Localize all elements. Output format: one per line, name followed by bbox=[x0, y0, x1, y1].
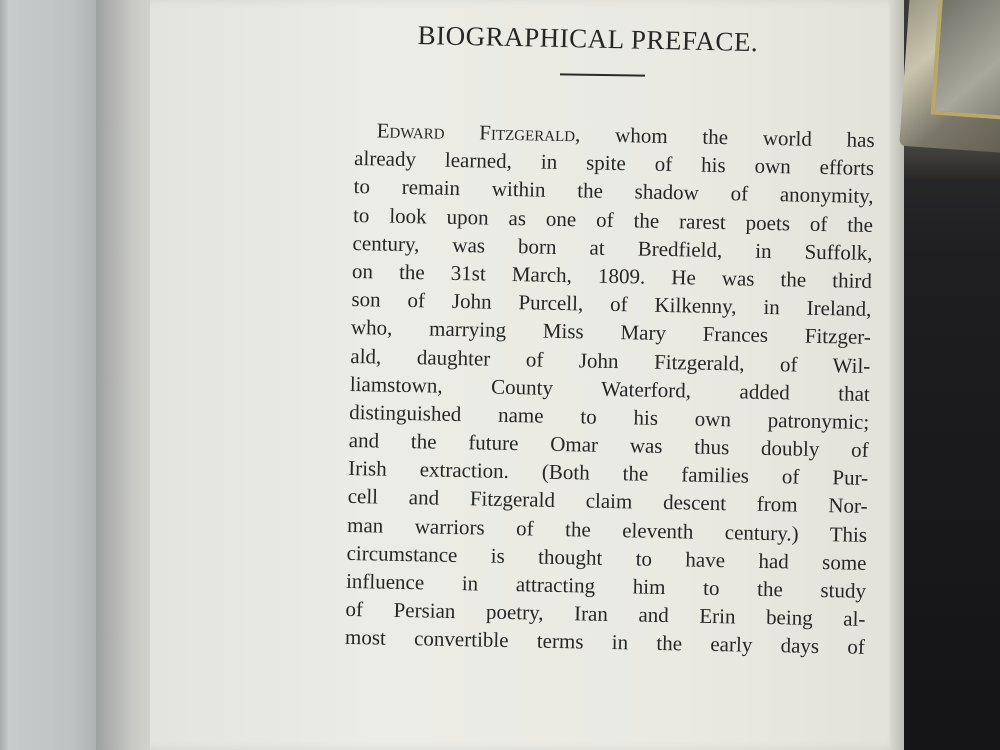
book-page bbox=[150, 0, 900, 750]
text-line: son of John Purcell, of Kilkenny, in Ireland, bbox=[351, 287, 872, 322]
preface-paragraph bbox=[345, 116, 875, 661]
text-line: on the 31st March, 1809. He was the third bbox=[351, 258, 873, 293]
text-line: influence in attracting him to the study bbox=[345, 568, 867, 603]
left-facing-page bbox=[0, 0, 100, 750]
text-line: to look upon as one of the rarest poets of the bbox=[352, 202, 874, 237]
page-title: BIOGRAPHICAL PREFACE. bbox=[417, 20, 759, 58]
text-line: liamstown, County Waterford, added that bbox=[349, 371, 870, 406]
left-page-edge bbox=[0, 0, 8, 750]
text-line-1-rest: , whom the world has bbox=[574, 122, 875, 152]
title-rule bbox=[560, 73, 645, 76]
text-line: century, was born at Bredfield, in Suffolk, bbox=[352, 230, 873, 265]
text-line: most convertible terms in the early days of bbox=[344, 625, 866, 660]
text-line: ald, daughter of John Fitzgerald, of Wil- bbox=[350, 343, 871, 378]
text-line: circumstance is thought to have had some bbox=[346, 540, 867, 575]
picture-frame-inner bbox=[931, 0, 1000, 121]
text-line: Irish extraction. (Both the families of Pur- bbox=[348, 456, 869, 491]
text-line: distinguished name to his own patronymic; bbox=[349, 399, 870, 434]
lead-name: Edward Fitzgerald bbox=[376, 118, 576, 147]
text-line: cell and Fitzgerald claim descent from Nor- bbox=[347, 484, 868, 519]
text-line: who, marrying Miss Mary Frances Fitzger- bbox=[350, 315, 872, 350]
text-line: to remain within the shadow of anonymity, bbox=[353, 174, 874, 209]
text-line: man warriors of the eleventh century.) This bbox=[346, 512, 868, 547]
text-line: already learned, in spite of his own efforts bbox=[353, 146, 875, 181]
text-line: of Persian poetry, Iran and Erin being al- bbox=[345, 597, 866, 632]
text-line: and the future Omar was thus doubly of bbox=[348, 428, 869, 462]
